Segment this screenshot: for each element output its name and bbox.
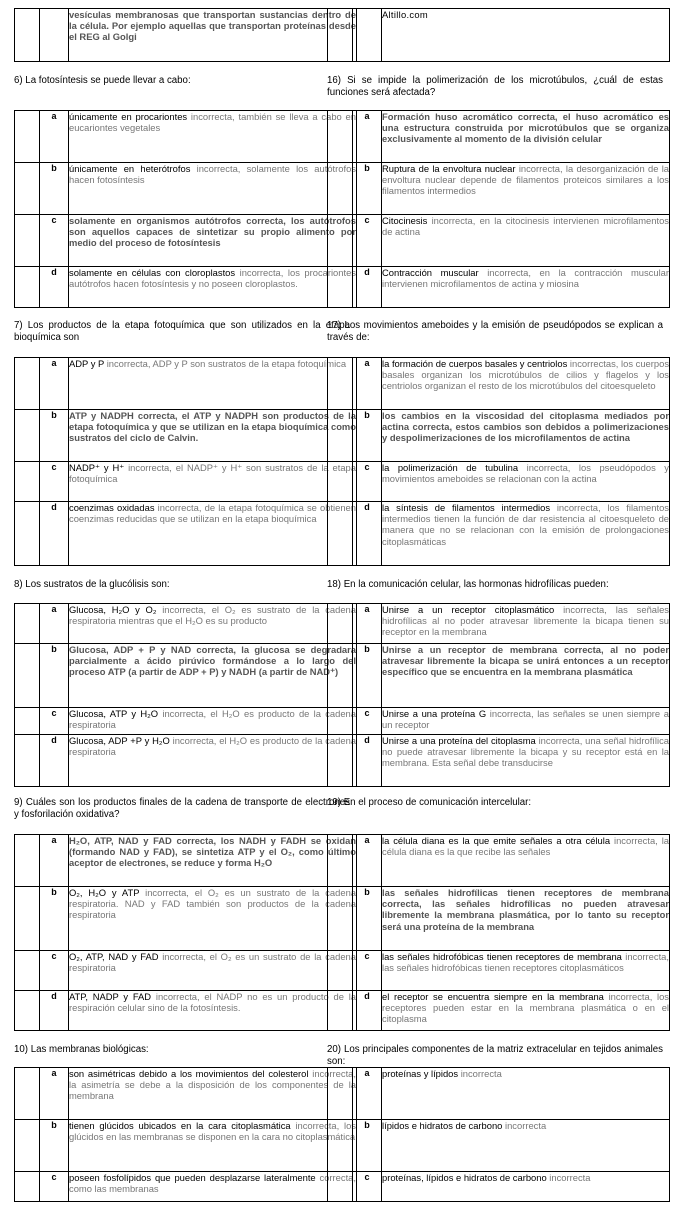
option-letter xyxy=(353,9,382,62)
option-statement: Formación huso acromático xyxy=(382,111,513,122)
answer-mark-cell xyxy=(15,410,40,462)
option-statement: únicamente en heterótrofos xyxy=(69,163,191,174)
option-letter: b xyxy=(353,1120,382,1172)
option-statement: el receptor se encuentra siempre en la membrana xyxy=(382,991,604,1002)
option-letter: c xyxy=(40,708,69,735)
option-text xyxy=(382,502,670,566)
option-explanation: incorrecta, de la etapa fotoquímica se obtienen coenzimas reducidas que se utilizan en la etapa bioquímica xyxy=(69,502,356,525)
option-statement: H₂O, ATP, NAD y FAD xyxy=(69,835,172,846)
option-letter: b xyxy=(40,410,69,462)
option-statement: Citocinesis xyxy=(382,215,428,226)
question-19-table xyxy=(327,834,670,1031)
option-letter: d xyxy=(40,991,69,1031)
question-10-table xyxy=(14,1067,357,1202)
top-left-fragment xyxy=(14,8,357,62)
option-text xyxy=(382,604,670,644)
option-statement: la formación de cuerpos basales y centriolos xyxy=(382,358,568,369)
answer-mark-cell xyxy=(328,1068,353,1120)
option-explanation: incorrecta xyxy=(458,1068,502,1079)
option-explanation: correcta, las señales hidrofílicas no pueden atravesar libremente la membrana plasmática, por lo tanto su receptor será una proteína de la membrana xyxy=(382,898,669,932)
question-18-table xyxy=(327,603,670,787)
answer-mark-cell xyxy=(328,735,353,787)
answer-mark-cell xyxy=(15,358,40,410)
option-letter: d xyxy=(353,991,382,1031)
option-text xyxy=(69,835,357,887)
option-statement: las señales hidrofílicas tienen receptores de membrana xyxy=(382,887,669,898)
question-6-table xyxy=(14,110,357,308)
option-text xyxy=(382,267,670,308)
option-letter: c xyxy=(40,215,69,267)
option-letter: c xyxy=(40,1172,69,1202)
option-statement: Unirse a una proteína G xyxy=(382,708,487,719)
option-letter: b xyxy=(353,163,382,215)
option-explanation: incorrecta, las señales hidrofílicas al no poder atravesar libremente la bicapa tienen su receptor en la membrana xyxy=(382,604,669,638)
option-explanation: correcta, los NADH y FADH se oxidan (formando NAD y FAD), se sintetiza ATP y el O₂, como último aceptor de electrones, se reduce y forma H₂O xyxy=(69,835,357,869)
option-letter xyxy=(40,9,69,62)
answer-mark-cell xyxy=(15,835,40,887)
option-letter: b xyxy=(353,644,382,708)
option-text xyxy=(382,644,670,708)
option-letter: c xyxy=(353,462,382,502)
option-letter: a xyxy=(353,111,382,163)
option-text xyxy=(69,1068,357,1120)
option-statement: proteínas, lípidos e hidratos de carbono xyxy=(382,1172,547,1183)
option-statement: Ruptura de la envoltura nuclear xyxy=(382,163,516,174)
option-letter: c xyxy=(353,951,382,991)
option-letter: a xyxy=(40,111,69,163)
option-statement: la polimerización de tubulina xyxy=(382,462,519,473)
option-explanation: incorrecta, las señales se unen siempre a un receptor xyxy=(382,708,669,731)
option-explanation: incorrecta, los filamentos intermedios tienen la función de dar resistencia al citoesqueleto de manera que no se relacionan con la emisión de prolongaciones citoplasmáticas xyxy=(382,502,669,547)
option-explanation: incorrecta, una señal hidrofílica no puede atravesar libremente la bicapa y su receptor está en la membrana. Esta señal debe transducirse xyxy=(382,735,669,769)
question-17: 17) Los movimientos ameboides y la emisión de pseudópodos se explican a través de: xyxy=(327,320,663,343)
answer-mark-cell xyxy=(328,9,353,62)
option-explanation: incorrecta, el O₂ es un sustrato de la cadena respiratoria. NAD y FAD también son productos de la cadena respiratoria xyxy=(69,887,356,921)
question-17-table xyxy=(327,357,670,566)
answer-mark-cell xyxy=(328,951,353,991)
option-statement: ADP y P xyxy=(69,358,105,369)
option-text xyxy=(69,410,357,462)
answer-mark-cell xyxy=(328,502,353,566)
answer-mark-cell xyxy=(328,111,353,163)
question-20-table xyxy=(327,1067,670,1202)
option-statement: ATP, NADP y FAD xyxy=(69,991,152,1002)
option-text xyxy=(382,735,670,787)
option-letter: c xyxy=(353,215,382,267)
option-explanation: correcta, como las membranas xyxy=(69,1172,356,1195)
option-statement: solamente en organismos autótrofos xyxy=(69,215,242,226)
option-letter: d xyxy=(40,735,69,787)
option-letter: a xyxy=(353,835,382,887)
answer-mark-cell xyxy=(15,163,40,215)
option-statement: los cambios en la viscosidad del citoplasma mediados por actina xyxy=(382,410,669,433)
option-explanation: incorrecta, el H₂O es producto de la cadena respiratoria xyxy=(69,735,356,758)
option-explanation: incorrecta, el O₂ es sustrato de la cadena respiratoria mientras que el H₂O es su producto xyxy=(69,604,356,627)
option-explanation: incorrecta, la asimetría se debe a la disposición de los componentes de la membrana xyxy=(69,1068,356,1102)
option-letter: c xyxy=(353,708,382,735)
option-statement: Glucosa, H₂O y O₂ xyxy=(69,604,157,615)
option-text xyxy=(382,835,670,887)
option-text xyxy=(382,462,670,502)
option-text xyxy=(382,1120,670,1172)
answer-mark-cell xyxy=(328,462,353,502)
option-explanation: incorrecta, los procariontes autótrofos hacen fotosíntesis y no poseen cloroplastos. xyxy=(69,267,356,290)
answer-mark-cell xyxy=(328,991,353,1031)
question-6: 6) La fotosíntesis se puede llevar a cabo: xyxy=(14,75,191,86)
option-letter: d xyxy=(353,502,382,566)
answer-mark-cell xyxy=(15,951,40,991)
option-letter: d xyxy=(40,267,69,308)
option-explanation: correcta, el ATP y NADPH son productos de la etapa fotoquímica y que se utilizan en la etapa bioquímica como sustratos del ciclo de Calvin. xyxy=(69,410,356,444)
answer-mark-cell xyxy=(15,462,40,502)
answer-mark-cell xyxy=(328,1120,353,1172)
top-right-fragment xyxy=(327,8,670,62)
answer-mark-cell xyxy=(15,887,40,951)
option-explanation: incorrecta, solamente los autótrofos hacen fotosíntesis xyxy=(69,163,356,186)
answer-mark-cell xyxy=(328,215,353,267)
question-16-table xyxy=(327,110,670,308)
option-text xyxy=(69,644,357,708)
option-text xyxy=(69,991,357,1031)
option-statement: ATP y NADPH xyxy=(69,410,134,421)
answer-mark-cell xyxy=(328,410,353,462)
option-statement: la célula diana es la que emite señales a otra célula xyxy=(382,835,611,846)
option-letter: d xyxy=(40,502,69,566)
answer-mark-cell xyxy=(15,1120,40,1172)
option-letter: a xyxy=(353,1068,382,1120)
answer-mark-cell xyxy=(328,708,353,735)
option-letter: a xyxy=(353,604,382,644)
option-letter: a xyxy=(40,604,69,644)
answer-mark-cell xyxy=(15,215,40,267)
option-explanation: incorrecta xyxy=(546,1172,591,1183)
option-letter: c xyxy=(353,1172,382,1202)
option-explanation: incorrecta, la célula diana es la que recibe las señales xyxy=(382,835,670,858)
answer-mark-cell xyxy=(328,163,353,215)
answer-mark-cell xyxy=(15,604,40,644)
option-text xyxy=(69,163,357,215)
option-text xyxy=(69,215,357,267)
option-letter: c xyxy=(40,462,69,502)
question-9: 9) Cuáles son los productos finales de la cadena de transporte de electrones y fosforilación oxidativa? xyxy=(14,797,350,820)
option-explanation: incorrecta xyxy=(502,1120,547,1131)
option-statement: O₂, ATP, NAD y FAD xyxy=(69,951,159,962)
option-explanation: incorrecta, las señales hidrofóbicas tienen receptores citoplasmáticos xyxy=(382,951,670,974)
option-letter: d xyxy=(353,735,382,787)
option-letter: a xyxy=(40,358,69,410)
option-explanation: correcta, el huso acromático es una estructura construida por microtúbulos que se organiza exclusivamente al momento de la división celular xyxy=(382,111,669,145)
answer-mark-cell xyxy=(15,991,40,1031)
option-letter: a xyxy=(40,835,69,887)
option-explanation: incorrecta, el H₂O es producto de la cadena respiratoria xyxy=(69,708,356,731)
option-explanation: incorrecta, también se lleva a cabo en eucariontes vegetales xyxy=(69,111,356,134)
option-explanation: incorrecta, el NADP no es un producto de la respiración celular sino de la fotosíntesis. xyxy=(69,991,356,1014)
option-statement: solamente en células con cloroplastos xyxy=(69,267,236,278)
question-7: 7) Los productos de la etapa fotoquímica que son utilizados en la etapa bioquímica son xyxy=(14,320,350,343)
option-text xyxy=(69,1120,357,1172)
answer-mark-cell xyxy=(328,267,353,308)
option-text xyxy=(69,887,357,951)
option-letter: b xyxy=(40,163,69,215)
answer-mark-cell xyxy=(328,835,353,887)
option-text xyxy=(69,502,357,566)
option-text xyxy=(382,991,670,1031)
option-text xyxy=(69,708,357,735)
option-statement: Unirse a un receptor citoplasmático xyxy=(382,604,555,615)
answer-mark-cell xyxy=(15,9,40,62)
question-9-table xyxy=(14,834,357,1031)
option-statement: Glucosa, ATP y H₂O xyxy=(69,708,159,719)
option-text xyxy=(382,1068,670,1120)
answer-mark-cell xyxy=(15,1068,40,1120)
option-letter: a xyxy=(40,1068,69,1120)
answer-mark-cell xyxy=(15,502,40,566)
answer-mark-cell xyxy=(328,358,353,410)
option-statement: Glucosa, ADP + P y NAD xyxy=(69,644,192,655)
answer-mark-cell xyxy=(328,1172,353,1202)
answer-mark-cell xyxy=(15,1172,40,1202)
option-letter: b xyxy=(40,1120,69,1172)
option-letter: b xyxy=(40,644,69,708)
option-statement: Unirse a un receptor de membrana xyxy=(382,644,558,655)
option-text xyxy=(382,410,670,462)
answer-mark-cell xyxy=(328,887,353,951)
option-text xyxy=(382,1172,670,1202)
option-statement: O₂, H₂O y ATP xyxy=(69,887,140,898)
option-text xyxy=(69,735,357,787)
option-statement: lípidos e hidratos de carbono xyxy=(382,1120,503,1131)
option-statement: coenzimas oxidadas xyxy=(69,502,155,513)
option-statement: proteínas y lípidos xyxy=(382,1068,459,1079)
option-text xyxy=(382,358,670,410)
option-text xyxy=(69,267,357,308)
option-letter: c xyxy=(40,951,69,991)
option-statement: únicamente en procariontes xyxy=(69,111,188,122)
question-20: 20) Los principales componentes de la matriz extracelular en tejidos animales son: xyxy=(327,1044,663,1067)
option-letter: d xyxy=(353,267,382,308)
answer-mark-cell xyxy=(328,644,353,708)
answer-mark-cell xyxy=(15,735,40,787)
option-explanation: incorrectas, los cuerpos basales organizan los microtúbulos de cilios y flagelos y los centriolos organizan el resto de los microtúbulos del citoesqueleto xyxy=(382,358,670,392)
answer-mark-cell xyxy=(15,111,40,163)
option-letter: b xyxy=(353,410,382,462)
option-text xyxy=(69,358,357,410)
option-explanation: correcta, al no poder atravesar libremente la bicapa se unirá entonces a un receptor específico que se encuentra en la membrana plasmática xyxy=(382,644,669,678)
option-statement: NADP⁺ y H⁺ xyxy=(69,462,125,473)
option-text xyxy=(69,604,357,644)
answer-mark-cell xyxy=(15,644,40,708)
option-text xyxy=(382,708,670,735)
option-statement: poseen fosfolípidos que pueden desplazarse lateralmente xyxy=(69,1172,316,1183)
option-statement: Contracción muscular xyxy=(382,267,479,278)
option-text xyxy=(382,887,670,951)
question-16: 16) Si se impide la polimerización de los microtúbulos, ¿cuál de estas funciones será afectada? xyxy=(327,75,663,98)
option-explanation: incorrecta, los pseudópodos y movimientos ameboides se relacionan con la actina xyxy=(382,462,669,485)
option-statement: Glucosa, ADP +P y H₂O xyxy=(69,735,170,746)
option-text xyxy=(69,1172,357,1202)
answer-mark-cell xyxy=(328,604,353,644)
option-text xyxy=(69,462,357,502)
question-10: 10) Las membranas biológicas: xyxy=(14,1044,149,1055)
option-text xyxy=(69,951,357,991)
option-statement: Unirse a una proteína del citoplasma xyxy=(382,735,536,746)
answer-mark-cell xyxy=(15,708,40,735)
option-explanation: incorrecta, en la citocinesis intervienen microfilamentos de actina xyxy=(382,215,669,238)
option-text xyxy=(69,111,357,163)
option-explanation: incorrecta, el O₂ es un sustrato de la cadena respiratoria xyxy=(69,951,356,974)
option-explanation: incorrecta, la desorganización de la envoltura nuclear depende de filamentos proteicos similares a los filamentos intermedios xyxy=(382,163,670,197)
option-text xyxy=(382,215,670,267)
option-letter: a xyxy=(353,358,382,410)
question-8-table xyxy=(14,603,357,787)
question-7-table xyxy=(14,357,357,566)
option-explanation: correcta, la glucosa se degradara parcialmente a ácido pirúvico formándose a lo largo del proceso ATP (a partir de ADP + P) y NADH (a partir de NAD⁺) xyxy=(69,644,356,678)
question-8: 8) Los sustratos de la glucólisis son: xyxy=(14,579,170,590)
option-explanation: correcta, los autótrofos son aquellos capaces de sintetizar su propio alimento por medio del proceso de fotosíntesis xyxy=(69,215,356,249)
option-text xyxy=(382,951,670,991)
option-statement: son asimétricas debido a los movimientos del colesterol xyxy=(69,1068,309,1079)
option-statement: la síntesis de filamentos intermedios xyxy=(382,502,551,513)
option-letter: b xyxy=(40,887,69,951)
option-text xyxy=(382,111,670,163)
answer-mark-cell xyxy=(15,267,40,308)
option-explanation: correcta, estos cambios son debidos a polimerizaciones y despolimerizaciones de los microfilamentos de actina xyxy=(382,421,669,444)
question-19: 19) En el proceso de comunicación intercelular: xyxy=(327,797,532,808)
option-explanation: incorrecta, los glúcidos en las membranas se disponen en la cara no citoplasmática xyxy=(69,1120,356,1143)
option-explanation: incorrecta, los receptores pueden estar en la membrana plasmática o en el citoplasma xyxy=(382,991,669,1025)
option-letter: b xyxy=(353,887,382,951)
option-statement: las señales hidrofóbicas tienen receptores de membrana xyxy=(382,951,622,962)
option-text xyxy=(382,163,670,215)
altillo-logo: Altillo.com xyxy=(382,9,670,62)
option-explanation: incorrecta, en la contracción muscular intervienen microfilamentos de actina y miosina xyxy=(382,267,669,290)
question-18: 18) En la comunicación celular, las hormonas hidrofílicas pueden: xyxy=(327,579,609,590)
option-text: vesículas membranosas que transportan sustancias dentro de la célula. Por ejemplo aquellas que transportan proteínas desde el REG al Golgi xyxy=(69,9,357,62)
option-explanation: incorrecta, el NADP⁺ y H⁺ son sustratos de la etapa fotoquímica xyxy=(69,462,356,485)
option-statement: tienen glúcidos ubicados en la cara citoplasmática xyxy=(69,1120,291,1131)
option-explanation: incorrecta, ADP y P son sustratos de la etapa fotoquímica xyxy=(104,358,347,369)
